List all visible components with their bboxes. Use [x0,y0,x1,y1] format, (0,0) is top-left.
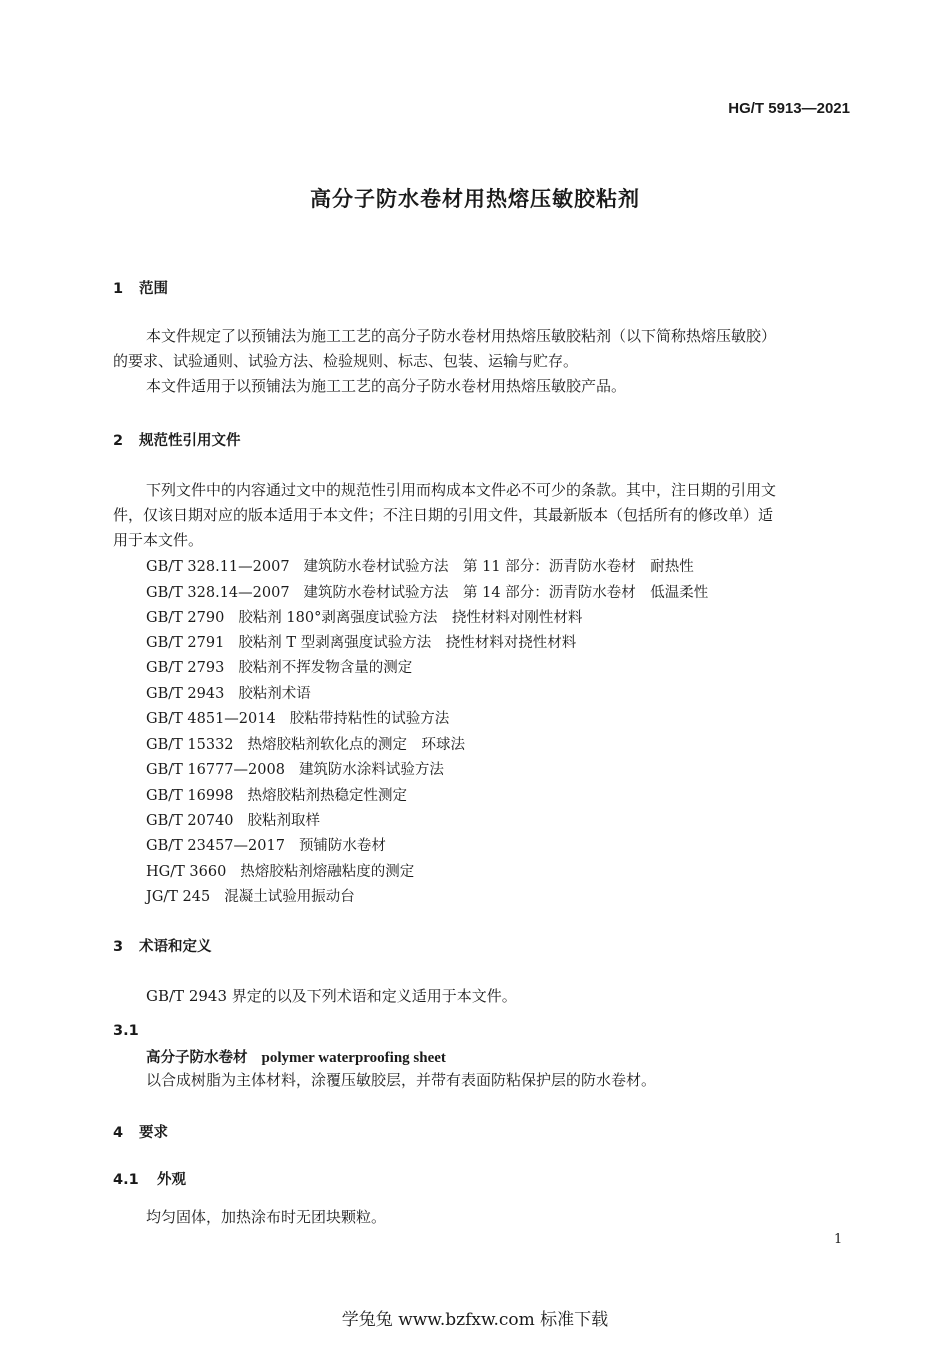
reference-title: 热熔胶粘剂熔融粘度的测定 [240,864,415,880]
reference-item [146,885,355,906]
reference-code: JG/T 245 [146,889,211,905]
section-2-heading [113,429,241,450]
reference-item [146,860,414,881]
section-3-heading [113,935,212,956]
reference-item [146,784,407,805]
section-1-heading [113,277,168,298]
reference-title: 预铺防水卷材 [298,838,386,854]
reference-code: GB/T 20740 [146,813,234,829]
term-name-en: polymer waterproofing sheet [261,1050,446,1066]
reference-code: GB/T 2793 [146,660,225,676]
section-title: 术语和定义 [139,939,212,955]
reference-item [146,631,576,652]
term-number: 3.1 [113,1023,139,1039]
reference-code: GB/T 2790 [146,610,225,626]
reference-item [146,682,311,703]
document-title: 高分子防水卷材用热熔压敏胶粘剂 [310,187,640,211]
section-1-paragraph-1-line-1: 本文件规定了以预铺法为施工工艺的高分子防水卷材用热熔压敏胶粘剂（以下简称热熔压敏胶） [146,327,777,345]
reference-item [146,581,708,602]
term-name [146,1046,446,1067]
reference-item [146,606,582,627]
standard-number: HG/T 5913—2021 [728,100,850,117]
section-title: 要求 [139,1125,168,1141]
reference-code: GB/T 16998 [146,788,234,804]
section-2-intro-line-2: 件，仅该日期对应的版本适用于本文件；不注日期的引用文件，其最新版本（包括所有的修改单）适 [113,506,774,524]
reference-code: GB/T 328.14—2007 [146,585,290,601]
section-1-paragraph-1-line-2: 的要求、试验通则、试验方法、检验规则、标志、包装、运输与贮存。 [113,352,579,370]
section-number: 2 [113,433,124,449]
subsection-number: 4.1 [113,1172,139,1188]
reference-title: 建筑防水卷材试验方法 第 11 部分：沥青防水卷材 耐热性 [303,559,694,575]
section-2-intro-line-1: 下列文件中的内容通过文中的规范性引用而构成本文件必不可少的条款。其中，注日期的引用文 [146,481,777,499]
reference-title: 热熔胶粘剂软化点的测定 环球法 [247,737,466,753]
reference-code: GB/T 15332 [146,737,234,753]
subsection-4-1-heading [113,1168,186,1189]
reference-code: GB/T 4851—2014 [146,711,276,727]
page-number: 1 [834,1232,843,1247]
reference-title: 胶粘带持粘性的试验方法 [289,711,450,727]
reference-item [146,758,444,779]
reference-code: GB/T 328.11—2007 [146,559,290,575]
reference-title: 胶粘剂术语 [238,686,311,702]
reference-code: GB/T 2943 [146,686,225,702]
section-number: 4 [113,1125,124,1141]
reference-title: 胶粘剂 180°剥离强度试验方法 挠性材料对刚性材料 [238,610,583,626]
section-2-intro-line-3: 用于本文件。 [113,531,204,549]
reference-item [146,555,694,576]
reference-title: 热熔胶粘剂热稳定性测定 [247,788,408,804]
section-4-heading [113,1121,168,1142]
term-definition: 以合成树脂为主体材料，涂覆压敏胶层，并带有表面防粘保护层的防水卷材。 [146,1071,657,1089]
section-number: 3 [113,939,124,955]
reference-item [146,733,465,754]
section-title: 范围 [139,281,168,297]
footer-watermark-text: 学兔兔 www.bzfxw.com 标准下载 [341,1310,609,1330]
section-title: 规范性引用文件 [139,433,241,449]
reference-title: 胶粘剂取样 [247,813,321,829]
reference-code: GB/T 2791 [146,635,225,651]
reference-item [146,656,412,677]
section-3-intro: GB/T 2943 界定的以及下列术语和定义适用于本文件。 [146,987,517,1005]
term-name-zh: 高分子防水卷材 [146,1050,248,1066]
section-1-paragraph-2: 本文件适用于以预铺法为施工工艺的高分子防水卷材用热熔压敏胶产品。 [146,377,627,395]
reference-title: 建筑防水涂料试验方法 [298,762,444,778]
subsection-title: 外观 [157,1172,186,1188]
reference-code: HG/T 3660 [146,864,227,880]
section-number: 1 [113,281,124,297]
reference-item [146,809,320,830]
reference-title: 胶粘剂不挥发物含量的测定 [238,660,413,676]
subsection-4-1-text: 均匀固体，加热涂布时无团块颗粒。 [146,1208,387,1226]
reference-title: 胶粘剂 T 型剥离强度试验方法 挠性材料对挠性材料 [238,635,577,651]
reference-title: 建筑防水卷材试验方法 第 14 部分：沥青防水卷材 低温柔性 [303,585,709,601]
reference-item [146,707,449,728]
reference-title: 混凝土试验用振动台 [224,889,355,905]
reference-code: GB/T 23457—2017 [146,838,285,854]
reference-code: GB/T 16777—2008 [146,762,285,778]
reference-item [146,834,386,855]
